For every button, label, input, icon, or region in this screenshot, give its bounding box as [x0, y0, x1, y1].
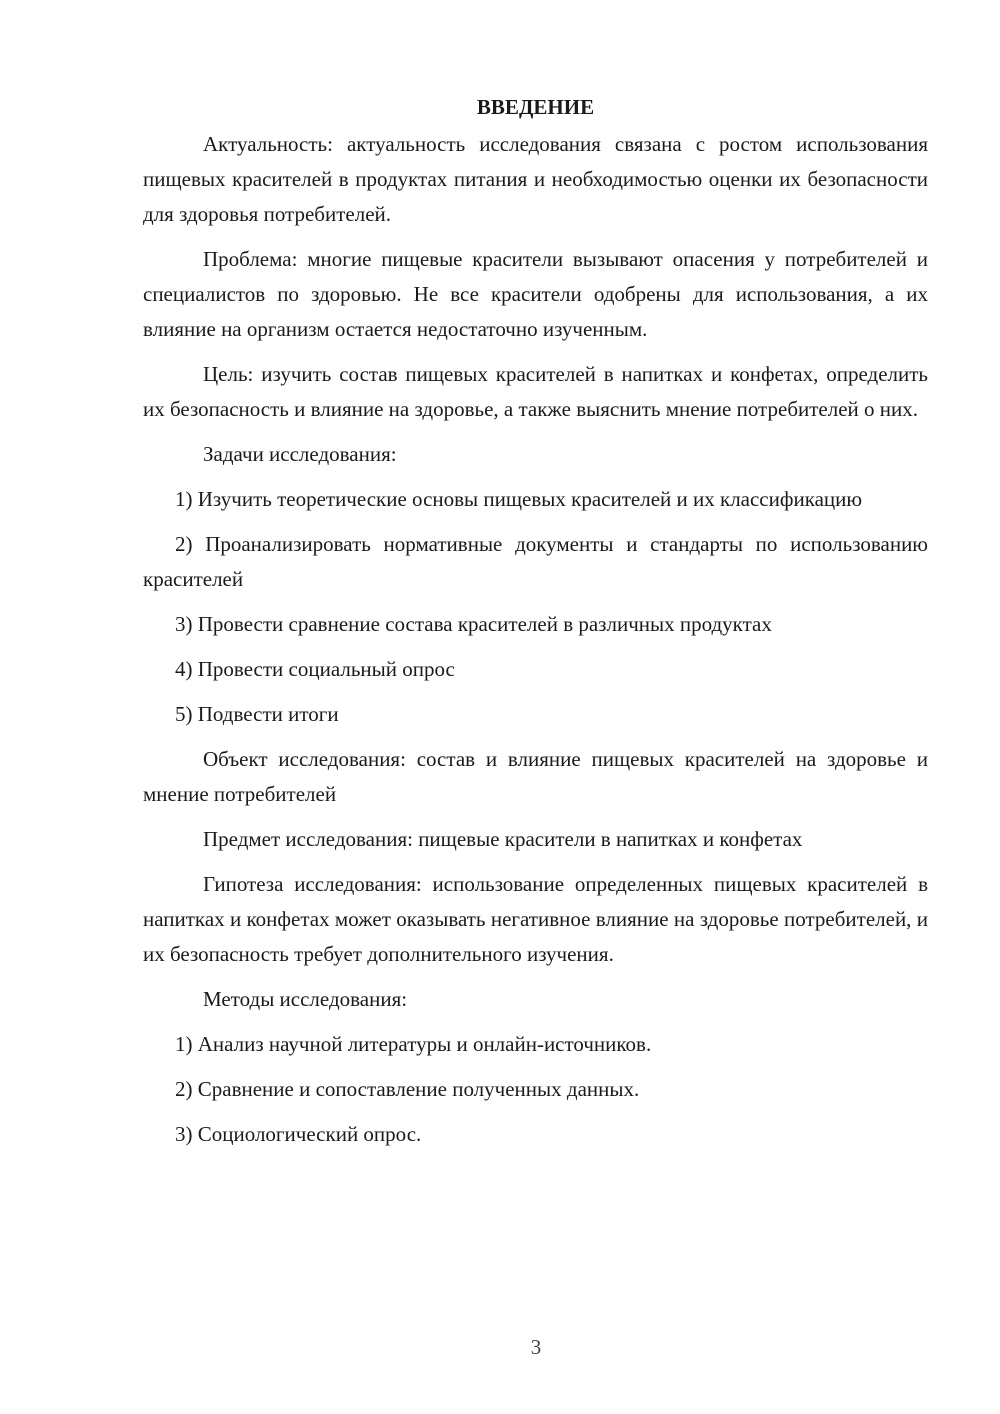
paragraph-subject: Предмет исследования: пищевые красители в напитках и конфетах [203, 827, 803, 851]
methods-title: Методы исследования: [203, 987, 408, 1011]
page-number: 3 [530, 1335, 542, 1359]
paragraph-problem: Проблема: многие пищевые красители вызывают опасения у потребителей и специалистов по здоровью. Не все красители одобрены для использования, а их влияние на организм остается недостаточно изученным. [143, 247, 928, 341]
method-item-1: 1) Анализ научной литературы и онлайн-источников. [175, 1032, 652, 1056]
paragraph-hypothesis: Гипотеза исследования: использование определенных пищевых красителей в напитках и конфетах может оказывать негативное влияние на здоровье потребителей, и их безопасность требует дополнительного изучения. [143, 872, 928, 966]
task-item-4: 4) Провести социальный опрос [175, 657, 455, 681]
paragraph-goal: Цель: изучить состав пищевых красителей в напитках и конфетах, определить их безопасность и влияние на здоровье, а также выяснить мнение потребителей о них. [143, 362, 928, 421]
paragraph-object: Объект исследования: состав и влияние пищевых красителей на здоровье и мнение потребителей [143, 747, 928, 806]
tasks-title: Задачи исследования: [203, 442, 397, 466]
method-item-3: 3) Социологический опрос. [175, 1122, 422, 1146]
task-item-2: 2) Проанализировать нормативные документы и стандарты по использованию красителей [143, 532, 928, 591]
paragraph-relevance: Актуальность: актуальность исследования связана с ростом использования пищевых красителей в продуктах питания и необходимостью оценки их безопасности для здоровья потребителей. [143, 132, 928, 226]
task-item-1: 1) Изучить теоретические основы пищевых красителей и их классификацию [175, 487, 863, 511]
document-page [143, 90, 928, 1162]
task-item-3: 3) Провести сравнение состава красителей в различных продуктах [175, 612, 772, 636]
task-item-5: 5) Подвести итоги [175, 702, 339, 726]
method-item-2: 2) Сравнение и сопоставление полученных данных. [175, 1077, 640, 1101]
section-heading: ВВЕДЕНИЕ [476, 95, 595, 119]
